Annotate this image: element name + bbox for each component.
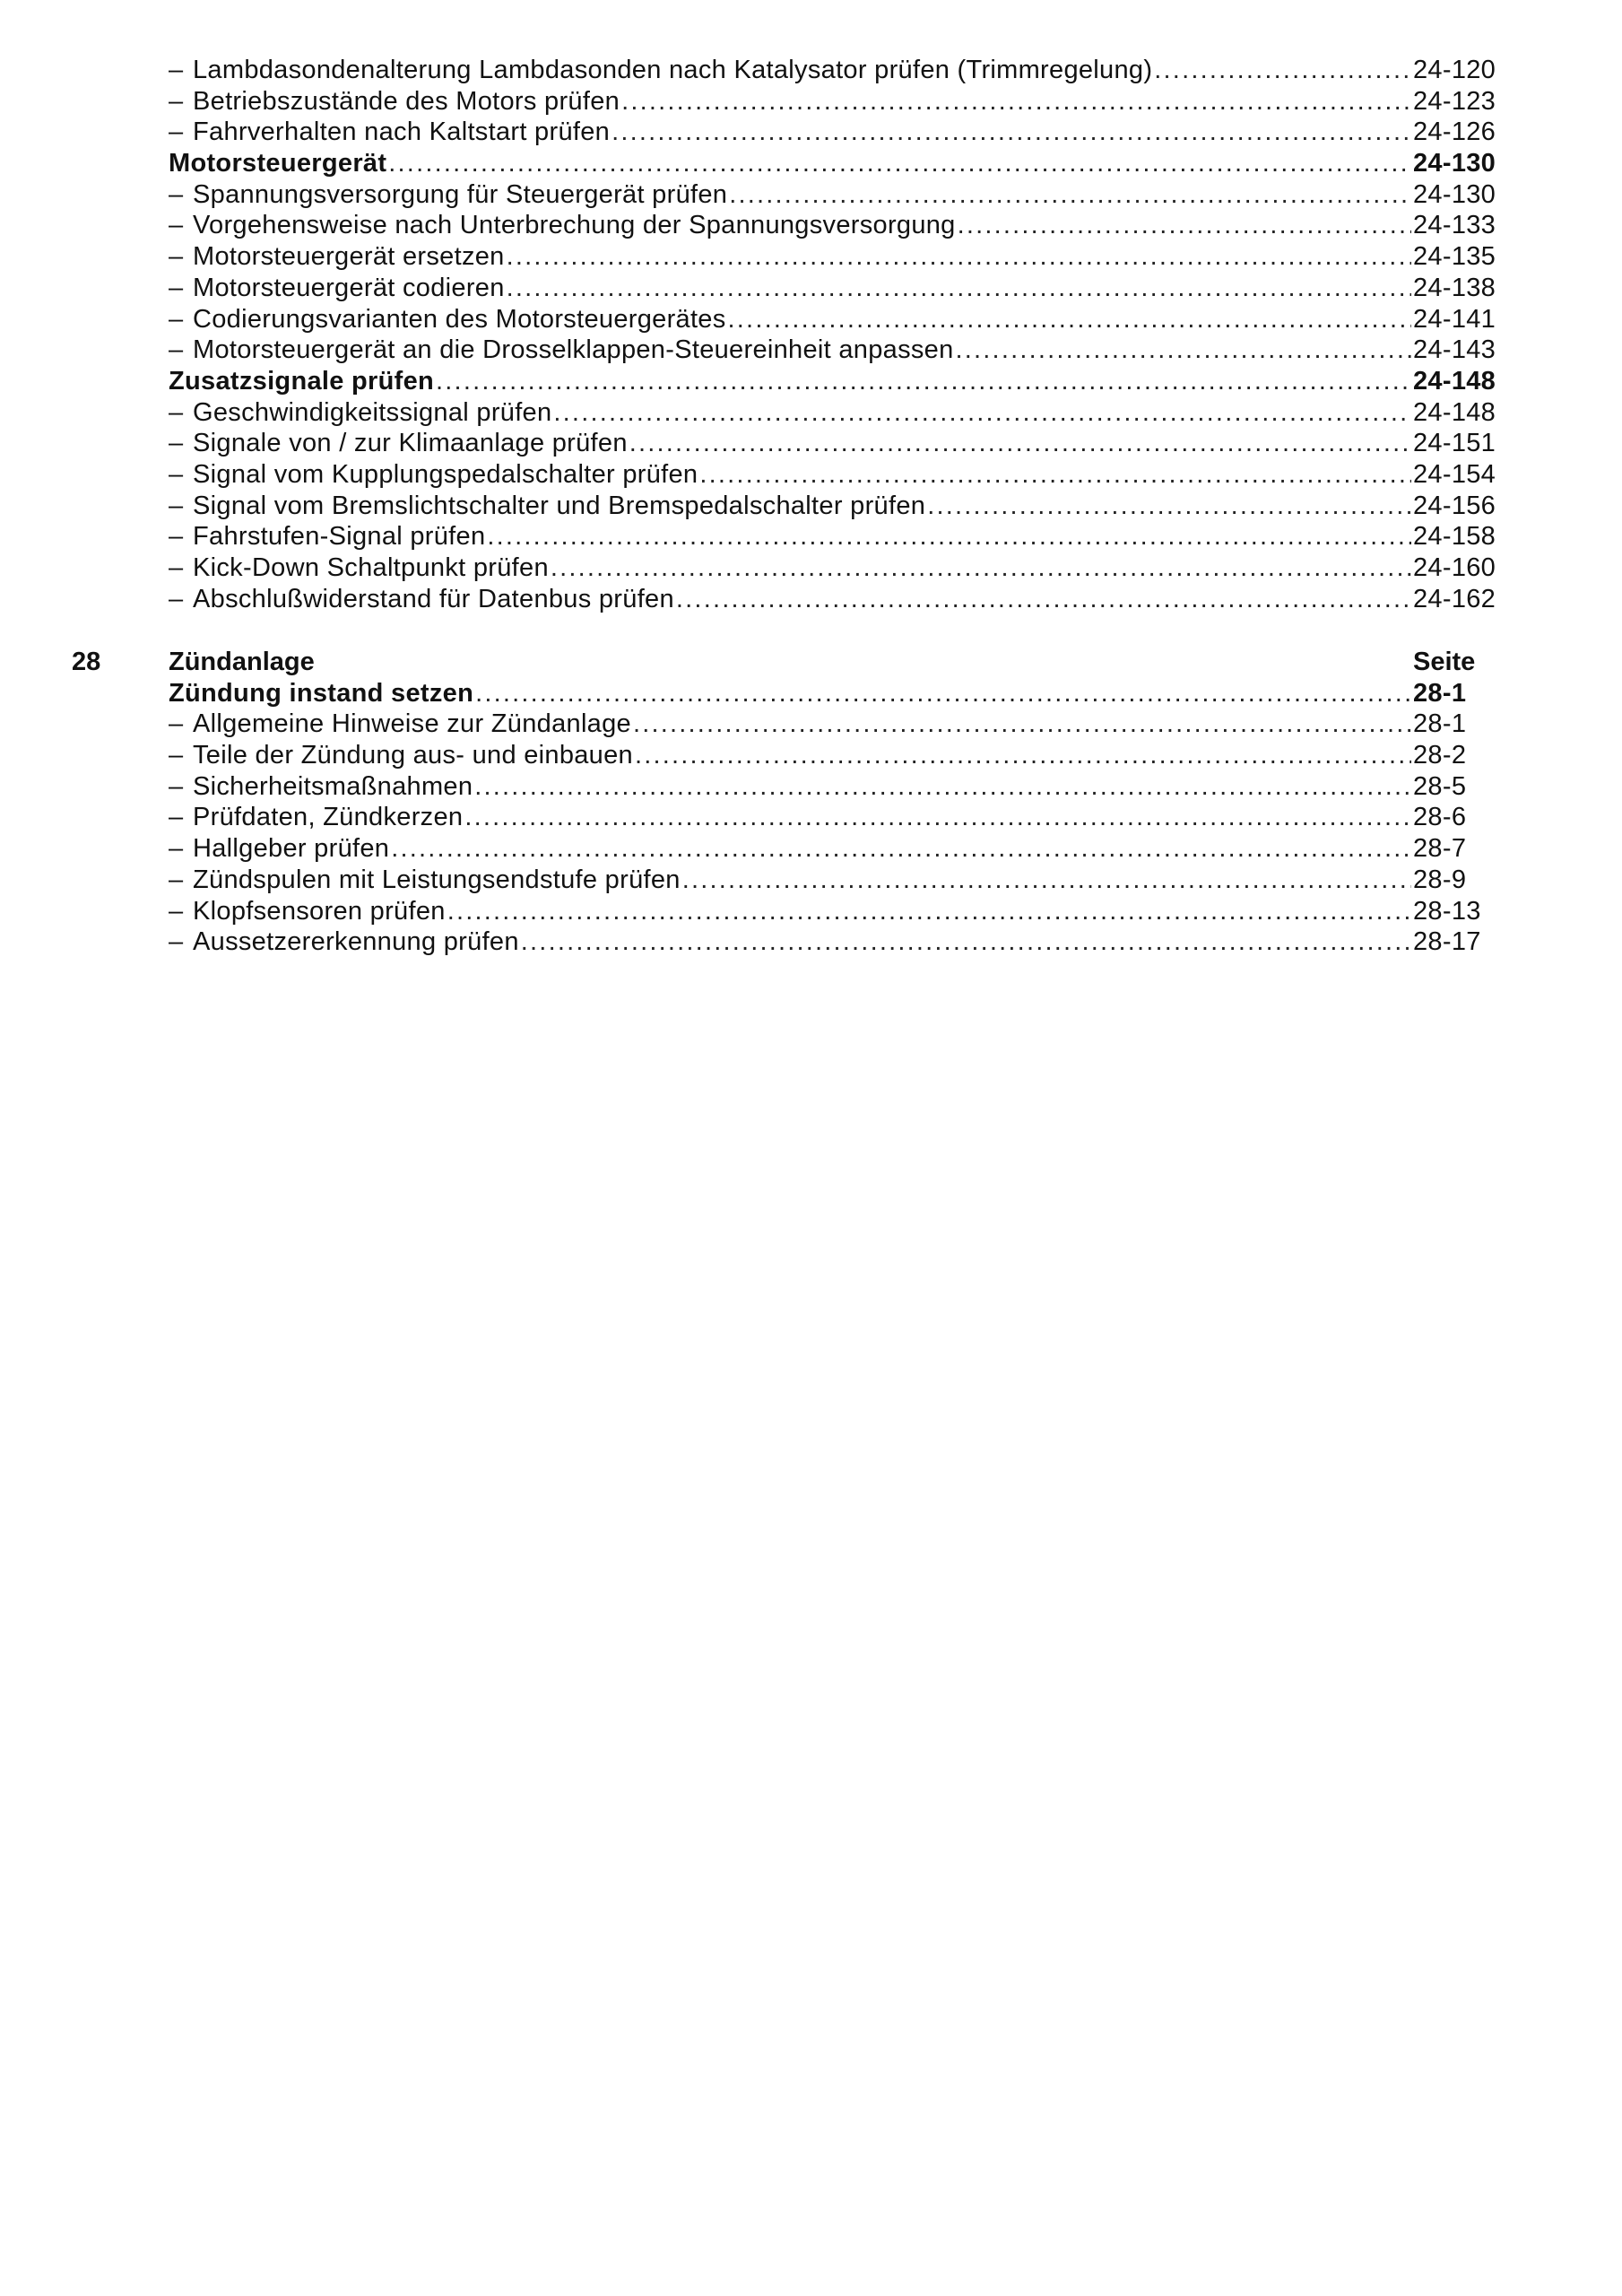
toc-entry-title: – Abschlußwiderstand für Datenbus prüfen [169, 584, 674, 615]
toc-entry-page: 28-7 [1413, 834, 1467, 864]
leader-dots [699, 459, 1411, 491]
toc-entry-title: – Signal vom Kupplungspedalschalter prüfen [169, 459, 698, 491]
toc-entry [169, 896, 1506, 927]
toc-entry-page: 24-135 [1413, 242, 1496, 272]
toc-entry [169, 397, 1506, 429]
leader-dots [391, 833, 1411, 865]
toc-entry-page: 24-126 [1413, 117, 1496, 147]
toc-entry-title: – Signale von / zur Klimaanlage prüfen [169, 428, 628, 459]
leader-dots [464, 802, 1411, 833]
toc-entry [169, 709, 1506, 740]
toc-entry-page: 28-2 [1413, 741, 1467, 770]
toc-chapter-28 [169, 647, 1506, 958]
toc-entry [169, 552, 1506, 584]
toc-entry [169, 241, 1506, 273]
seite-label: Seite [1413, 648, 1476, 676]
toc-entry [169, 428, 1506, 459]
leader-dots [388, 148, 1411, 179]
toc-entry-title: – Zündspulen mit Leistungsendstufe prüfen [169, 865, 681, 896]
toc-entry-title: – Klopfsensoren prüfen [169, 896, 446, 927]
leader-dots [612, 117, 1411, 148]
toc-entry-page: 24-148 [1413, 397, 1496, 427]
leader-dots [956, 335, 1411, 366]
toc-entry-page: 24-120 [1413, 56, 1496, 84]
toc-entry-page: 24-130 [1413, 179, 1496, 209]
toc-entry-title: – Hallgeber prüfen [169, 833, 389, 865]
toc-entry [169, 335, 1506, 366]
leader-dots [729, 179, 1411, 211]
toc-entry-page: 24-156 [1413, 491, 1496, 520]
toc-entry-title: – Betriebszustände des Motors prüfen [169, 86, 620, 117]
toc-entry-page: 28-9 [1413, 865, 1467, 894]
toc-entry [169, 771, 1506, 803]
toc-entry-page: 24-143 [1413, 335, 1496, 365]
toc-entry-page: 28-13 [1413, 896, 1481, 926]
leader-dots [436, 366, 1411, 397]
leader-dots [447, 896, 1411, 927]
toc-entry [169, 802, 1506, 833]
leader-dots [682, 865, 1411, 896]
toc-entry [169, 86, 1506, 117]
toc-entry-page: 28-5 [1413, 771, 1467, 801]
toc-entry-title: – Teile der Zündung aus- und einbauen [169, 740, 633, 771]
toc-entry-page: 28-17 [1413, 927, 1481, 957]
toc-entry-page: 24-154 [1413, 459, 1496, 489]
leader-dots [633, 709, 1411, 740]
leader-dots [553, 397, 1411, 429]
toc-section-page: 24-130 [1413, 149, 1496, 178]
toc-entry [169, 210, 1506, 241]
leader-dots [551, 552, 1411, 584]
toc-entry-title: – Motorsteuergerät ersetzen [169, 241, 505, 273]
toc-entry [169, 55, 1506, 86]
toc-section-heading [169, 148, 1506, 179]
toc-entry [169, 833, 1506, 865]
toc-section-page: 28-1 [1413, 678, 1467, 708]
toc-entry [169, 179, 1506, 211]
toc-entry [169, 740, 1506, 771]
toc-entry-page: 24-138 [1413, 273, 1496, 302]
leader-dots [487, 521, 1411, 552]
toc-entry-title: – Signal vom Bremslichtschalter und Bremspedalschalter prüfen [169, 491, 925, 522]
leader-dots [521, 926, 1411, 958]
leader-dots [676, 584, 1411, 615]
toc-entry-title: – Geschwindigkeitssignal prüfen [169, 397, 551, 429]
leader-dots [507, 273, 1411, 304]
toc-entry [169, 273, 1506, 304]
leader-dots [629, 428, 1411, 459]
leader-dots [475, 678, 1411, 709]
toc-entry-page: 24-141 [1413, 304, 1496, 334]
toc-entry-title: – Lambdasondenalterung Lambdasonden nach Katalysator prüfen (Trimmregelung) [169, 55, 1152, 86]
leader-dots [474, 771, 1411, 803]
toc-chapter-24-continued [169, 55, 1506, 614]
toc-entry-page: 24-160 [1413, 553, 1496, 582]
toc-entry-title: – Aussetzererkennung prüfen [169, 926, 519, 958]
toc-entry-page: 24-162 [1413, 584, 1496, 613]
toc-entry [169, 304, 1506, 335]
toc-section-title: Motorsteuergerät [169, 149, 387, 178]
toc-entry-title: – Motorsteuergerät an die Drosselklappen-Steuereinheit anpassen [169, 335, 954, 366]
toc-entry-title: – Sicherheitsmaßnahmen [169, 771, 473, 803]
toc-entry-page: 24-123 [1413, 86, 1496, 116]
toc-entry-page: 28-1 [1413, 709, 1467, 739]
toc-entry [169, 459, 1506, 491]
toc-entry [169, 584, 1506, 615]
chapter-heading [169, 647, 1506, 678]
leader-dots [927, 491, 1411, 522]
toc-entry-page: 24-151 [1413, 429, 1496, 458]
toc-section-page: 24-148 [1413, 366, 1496, 396]
toc-entry-page: 24-133 [1413, 211, 1496, 240]
toc-entry-title: – Motorsteuergerät codieren [169, 273, 505, 304]
chapter-number: 28 [72, 648, 101, 676]
chapter-title: Zündanlage [169, 648, 315, 676]
toc-entry-page: 28-6 [1413, 803, 1467, 832]
leader-dots [958, 210, 1411, 241]
leader-dots [507, 241, 1411, 273]
leader-dots [1154, 55, 1411, 86]
toc-entry [169, 521, 1506, 552]
toc-entry [169, 491, 1506, 522]
toc-entry-title: – Allgemeine Hinweise zur Zündanlage [169, 709, 631, 740]
toc-entry-title: – Prüfdaten, Zündkerzen [169, 802, 463, 833]
leader-dots [728, 304, 1411, 335]
leader-dots [635, 740, 1411, 771]
toc-entry-title: – Codierungsvarianten des Motorsteuergerätes [169, 304, 726, 335]
toc-section-heading [169, 366, 1506, 397]
toc-entry [169, 926, 1506, 958]
toc-entry [169, 117, 1506, 148]
toc-entry-title: – Kick-Down Schaltpunkt prüfen [169, 552, 549, 584]
toc-entry-title: – Fahrverhalten nach Kaltstart prüfen [169, 117, 610, 148]
toc-entry-title: – Spannungsversorgung für Steuergerät prüfen [169, 179, 727, 211]
toc-section-title: Zusatzsignale prüfen [169, 366, 435, 396]
toc-section-heading [169, 678, 1506, 709]
toc-section-title: Zündung instand setzen [169, 678, 474, 708]
toc-entry-title: – Fahrstufen-Signal prüfen [169, 521, 485, 552]
leader-dots [621, 86, 1411, 117]
toc-entry-title: – Vorgehensweise nach Unterbrechung der Spannungsversorgung [169, 210, 956, 241]
toc-entry [169, 865, 1506, 896]
toc-entry-page: 24-158 [1413, 522, 1496, 552]
